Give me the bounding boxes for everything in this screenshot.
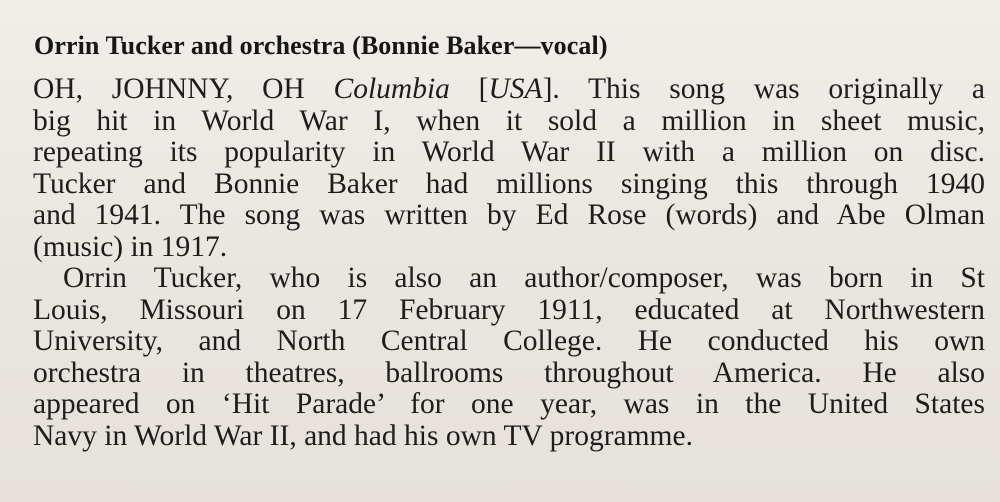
paragraph2-line: orchestra in theatres, ballrooms throughout America. He also: [33, 357, 985, 389]
paragraph1-line: Tucker and Bonnie Baker had millions singing this through 1940: [33, 168, 985, 200]
entry-body: [33, 74, 985, 452]
paragraph1-line: (music) in 1917.: [33, 230, 228, 263]
paragraph1-line: big hit in World War I, when it sold a million in sheet music,: [33, 105, 985, 137]
country-bracket-close: ].: [542, 74, 560, 105]
paragraph2-line: Louis, Missouri on 17 February 1911, educated at Northwestern: [33, 294, 985, 326]
paragraph2-line: Orrin Tucker, who is also an author/composer, was born in St: [63, 263, 985, 294]
entry-heading: Orrin Tucker and orchestra (Bonnie Baker—vocal): [34, 31, 608, 60]
paragraph2-line: appeared on ‘Hit Parade’ for one year, was in the United States: [33, 389, 985, 420]
country-bracket-open: [: [478, 74, 489, 105]
paragraph1-first-line: [33, 74, 985, 106]
song-title: OH, JOHNNY, OH: [33, 74, 305, 105]
paragraph2-line: University, and North Central College. He conducted his own: [33, 326, 985, 357]
paragraph2-line: Navy in World War II, and had his own TV programme.: [33, 419, 693, 452]
paragraph1-line: repeating its popularity in World War II with a million on disc.: [33, 137, 985, 168]
record-label: Columbia: [333, 74, 450, 105]
paragraph1-line: and 1941. The song was written by Ed Rose (words) and Abe Olman: [33, 200, 985, 231]
country: USA: [488, 74, 543, 105]
paragraph1-line-text: This song was originally a: [588, 74, 985, 105]
